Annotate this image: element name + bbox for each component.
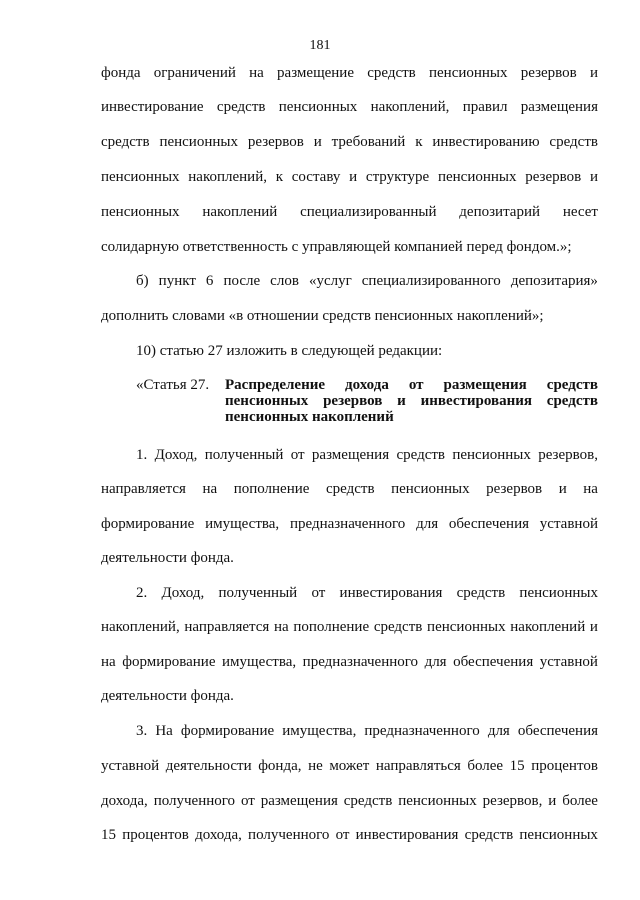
word: пенсионных [437, 169, 517, 185]
word: может [329, 758, 370, 774]
word: и [589, 619, 598, 635]
word: формирование [180, 723, 275, 739]
word: депозитарий [459, 204, 541, 220]
word: б) [136, 273, 149, 289]
word: процентов [531, 758, 598, 774]
word: обеспечения [517, 723, 598, 739]
word: на [583, 481, 598, 497]
word: резервов [323, 393, 383, 409]
word: размещения [520, 99, 598, 115]
word: уставной [539, 516, 598, 532]
word: формирование [101, 516, 195, 532]
word: структуре [365, 169, 430, 185]
word: накоплений [202, 204, 278, 220]
word: средств [464, 827, 514, 843]
word: пенсионных [225, 393, 309, 409]
word: к [415, 134, 423, 150]
word: правил [462, 99, 508, 115]
word: инвестирования [420, 393, 532, 409]
word: для [424, 654, 447, 670]
word: и [349, 169, 358, 185]
word: и [313, 134, 322, 150]
word: процентов [122, 827, 189, 843]
word: уставной [101, 758, 160, 774]
article-title [225, 377, 598, 425]
word: от [408, 377, 424, 393]
word: пенсионных [101, 204, 180, 220]
word: средств [325, 481, 375, 497]
word: и [548, 793, 557, 809]
word: накоплений [510, 619, 586, 635]
word: размещения [311, 447, 390, 463]
word: резервов [486, 481, 543, 497]
word: дохода, [101, 793, 148, 809]
word: ограничений [153, 65, 236, 81]
word: пенсионных [398, 793, 477, 809]
text-line [101, 653, 598, 671]
text-line [101, 64, 598, 82]
word: не [308, 758, 323, 774]
word: Доход, [161, 585, 205, 601]
word: и [397, 393, 406, 409]
word: средств [549, 134, 598, 150]
word: пенсионных [519, 585, 598, 601]
word: специализированного [361, 273, 501, 289]
word: направляется [184, 619, 270, 635]
word: более [467, 758, 504, 774]
word: от [290, 447, 305, 463]
word: 1. [136, 447, 148, 463]
word: составу [291, 169, 341, 185]
word: резервов [525, 169, 582, 185]
word: пенсионных [452, 447, 531, 463]
word: имущества, [282, 723, 357, 739]
word: пенсионных [428, 65, 508, 81]
text-line: деятельности фонда. [101, 688, 234, 704]
word: после [223, 273, 261, 289]
word: средств [396, 447, 445, 463]
word: обеспечения [448, 516, 529, 532]
word: резервов, [538, 447, 598, 463]
word: от [240, 793, 255, 809]
word: инвестирование [101, 99, 204, 115]
text-line: солидарную ответственность с управляющей компанией перед фондом.»; [101, 239, 572, 255]
word: 3. [136, 723, 148, 739]
text-line [101, 203, 598, 221]
word: На [155, 723, 173, 739]
page-number: 181 [309, 38, 331, 53]
word: предназначенного [364, 723, 480, 739]
word: средств [546, 393, 598, 409]
word: специализированный [300, 204, 437, 220]
text-line [101, 98, 598, 116]
word: от [311, 585, 326, 601]
word: пополнение [293, 619, 370, 635]
word: направляется [101, 481, 186, 497]
word: 6 [205, 273, 214, 289]
word: средств [456, 585, 506, 601]
word: дохода [345, 377, 389, 393]
word: пенсионных [159, 134, 238, 150]
word: размещения [443, 377, 527, 393]
word: направляться [375, 758, 461, 774]
word: пенсионных [101, 169, 180, 185]
word: пенсионных [427, 619, 506, 635]
word: пенсионных [519, 827, 598, 843]
article-title-line [225, 377, 598, 393]
word: 15 [509, 758, 525, 774]
text-line [101, 618, 598, 636]
word: полученный [218, 585, 298, 601]
word: полученный [204, 447, 284, 463]
text-line: деятельности фонда. [101, 550, 234, 566]
word: полученного [153, 793, 236, 809]
word: пенсионных [278, 99, 358, 115]
text-line: 10) статью 27 изложить в следующей редакции: [136, 343, 443, 359]
word: формирование [122, 654, 216, 670]
text-line: дополнить словами «в отношении средств пенсионных накоплений»; [101, 308, 544, 324]
word: размещение [277, 65, 354, 81]
word: на [249, 65, 264, 81]
word: более [562, 793, 598, 809]
article-title-line: пенсионных накоплений [225, 409, 394, 425]
word: на [101, 654, 116, 670]
word: и [589, 169, 598, 185]
word: требований [331, 134, 406, 150]
word: деятельности [165, 758, 252, 774]
word: 15 [101, 827, 116, 843]
word: к [275, 169, 284, 185]
word: Доход, [154, 447, 198, 463]
word: и [589, 65, 598, 81]
text-line [101, 757, 598, 775]
word: средств [216, 99, 266, 115]
text-line [101, 480, 598, 498]
word: накоплений, [188, 169, 267, 185]
word: пополнение [233, 481, 310, 497]
word: уставной [539, 654, 598, 670]
text-line [101, 515, 598, 533]
word: средств [367, 65, 416, 81]
word: резервов [247, 134, 304, 150]
word: для [487, 723, 510, 739]
word: средств [373, 619, 423, 635]
word: резервов, [482, 793, 543, 809]
word: предназначенного [289, 516, 406, 532]
word: средств [546, 377, 598, 393]
word: и [558, 481, 567, 497]
word: несет [562, 204, 598, 220]
word: пенсионных [391, 481, 470, 497]
word: накоплений, [370, 99, 450, 115]
word: для [416, 516, 439, 532]
text-line [136, 446, 598, 464]
word: пункт [158, 273, 196, 289]
word: инвестирования [339, 585, 443, 601]
word: обеспечения [453, 654, 534, 670]
word: слов [270, 273, 299, 289]
word: фонда, [258, 758, 302, 774]
word: Распределение [225, 377, 326, 393]
word: 2. [136, 585, 148, 601]
word: от [335, 827, 350, 843]
word: «услуг [308, 273, 352, 289]
word: депозитария» [510, 273, 598, 289]
word: средств [343, 793, 393, 809]
word: средств [101, 134, 150, 150]
text-line [101, 826, 598, 844]
word: резервов [520, 65, 577, 81]
text-line [136, 584, 598, 602]
word: размещения [260, 793, 338, 809]
word: имущества, [222, 654, 297, 670]
word: накоплений, [101, 619, 180, 635]
word: имущества, [205, 516, 280, 532]
article-label: «Статья 27. [136, 377, 210, 393]
word: фонда [101, 65, 141, 81]
word: предназначенного [302, 654, 419, 670]
article-title-line [225, 393, 598, 409]
text-line [136, 722, 598, 740]
text-line [136, 272, 598, 290]
word: инвестированию [432, 134, 540, 150]
text-line [101, 168, 598, 186]
word: полученного [248, 827, 330, 843]
word: на [274, 619, 289, 635]
text-line [101, 792, 598, 810]
word: инвестирования [355, 827, 459, 843]
word: дохода, [195, 827, 242, 843]
word: на [202, 481, 218, 497]
text-line [101, 133, 598, 151]
